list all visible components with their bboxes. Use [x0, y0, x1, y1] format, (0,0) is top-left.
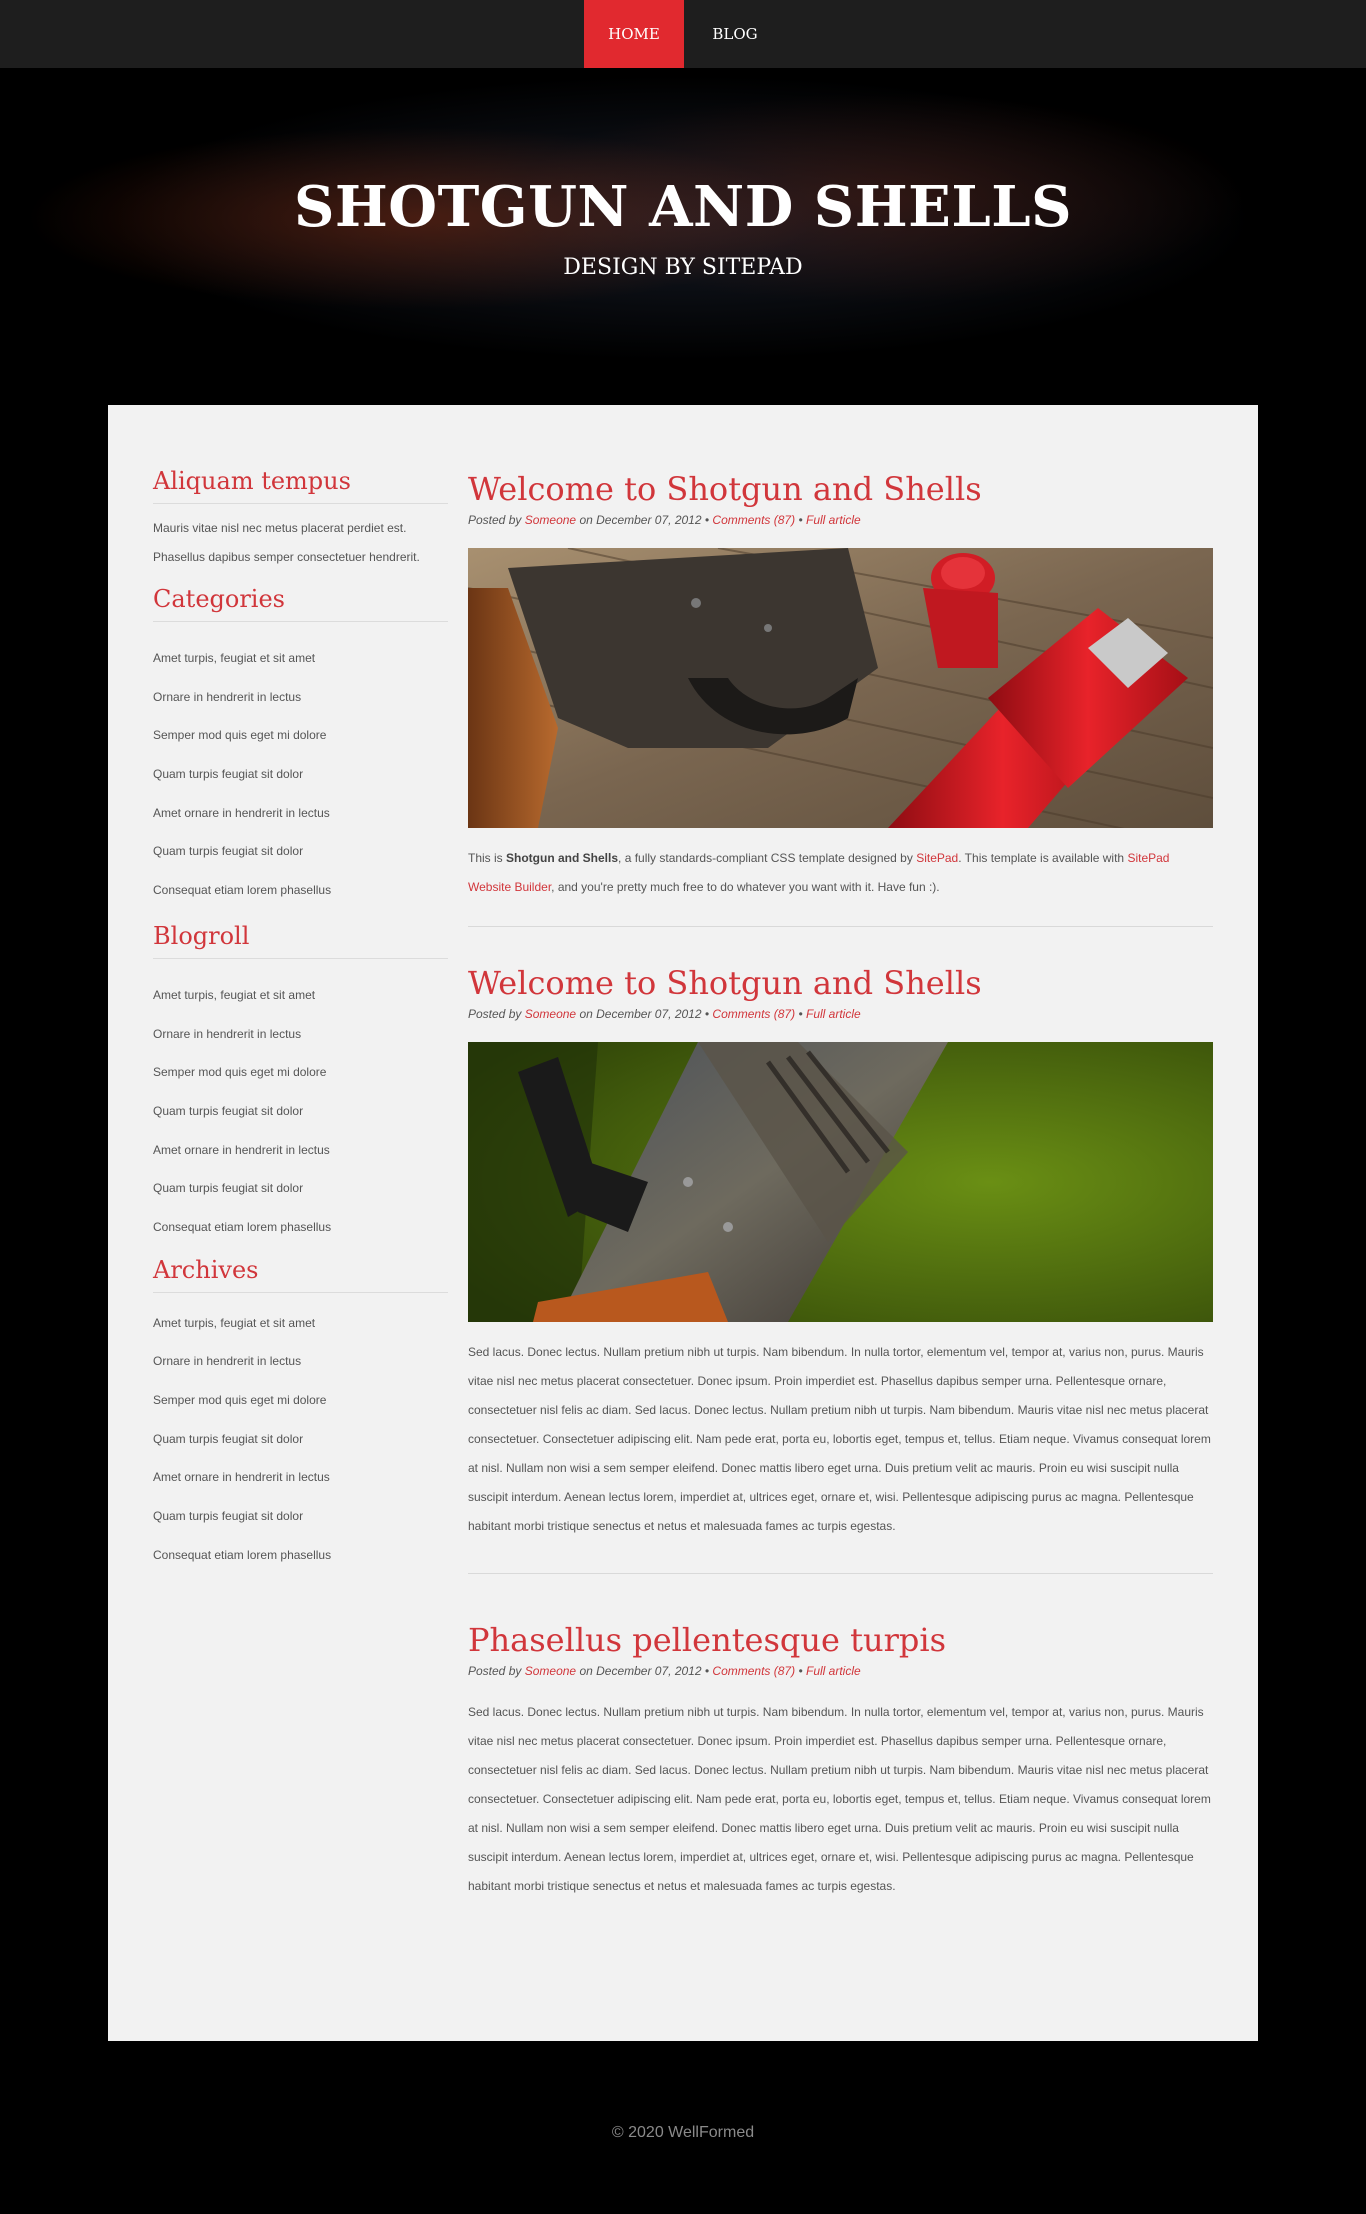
blogroll-link[interactable]: Amet turpis, feugiat et sit amet — [153, 987, 316, 1002]
post-title[interactable]: Welcome to Shotgun and Shells — [468, 964, 982, 1002]
author-link[interactable]: Someone — [524, 1007, 577, 1021]
nav-home-link[interactable]: HOME — [584, 0, 684, 68]
archives-list — [153, 1315, 448, 1586]
post — [468, 467, 1213, 927]
list-item — [153, 650, 448, 689]
list-item — [153, 1064, 448, 1103]
archive-link[interactable]: Ornare in hendrerit in lectus — [153, 1354, 302, 1369]
categories-heading: Categories — [153, 585, 448, 622]
post-divider — [468, 926, 1213, 927]
list-item — [153, 1315, 448, 1354]
list-item — [153, 1547, 448, 1586]
archives-heading: Archives — [153, 1256, 448, 1293]
list-item — [153, 1353, 448, 1392]
list-item — [153, 1508, 448, 1547]
post-divider — [468, 1573, 1213, 1574]
full-article-link[interactable]: Full article — [805, 1664, 861, 1678]
category-link[interactable]: Quam turpis feugiat sit dolor — [153, 767, 304, 782]
comments-link[interactable]: Comments (87) — [712, 1007, 796, 1021]
shotgun-receiver-image — [468, 1042, 1213, 1322]
footer-copyright: © 2020 WellFormed — [611, 2124, 755, 2141]
list-item — [153, 1469, 448, 1508]
blogroll-link[interactable]: Amet ornare in hendrerit in lectus — [153, 1142, 330, 1157]
full-article-link[interactable]: Full article — [805, 1007, 861, 1021]
author-link[interactable]: Someone — [524, 1664, 577, 1678]
site-subtitle: DESIGN BY SITEPAD — [563, 255, 803, 280]
post-meta: Posted by Someone on December 07, 2012 • Comments (87) • Full article — [468, 513, 861, 527]
category-link[interactable]: Consequat etiam lorem phasellus — [153, 883, 332, 898]
archive-link[interactable]: Semper mod quis eget mi dolore — [153, 1393, 327, 1407]
list-item — [153, 766, 448, 805]
post-list — [468, 467, 1213, 1901]
list-item — [153, 1431, 448, 1470]
author-link[interactable]: Someone — [524, 513, 577, 527]
list-item — [153, 1180, 448, 1219]
archive-link[interactable]: Consequat etiam lorem phasellus — [153, 1547, 332, 1562]
list-item — [153, 1142, 448, 1181]
list-item — [153, 1103, 448, 1142]
blogroll-link[interactable]: Semper mod quis eget mi dolore — [153, 1065, 327, 1080]
list-item — [153, 689, 448, 728]
category-link[interactable]: Semper mod quis eget mi dolore — [153, 728, 327, 743]
post-title[interactable]: Welcome to Shotgun and Shells — [468, 470, 982, 508]
post-body: Sed lacus. Donec lectus. Nullam pretium nibh ut turpis. Nam bibendum. In nulla tortor, elementum vel, tempor at, varius non, purus. Mauris vitae nisl nec metus placerat consectetuer. Donec ipsum. Proin imperdiet est. Phasellus dapibus semper urna. Pellentesque ornare, consectetuer nisl felis ac diam. Sed lacus. Donec lectus. Nullam pretium nibh ut turpis. Nam bibendum. Mauris vitae nisl nec metus placerat consectetuer. Consectetuer adipiscing elit. Nam pede erat, porta eu, lobortis eget, tempus et, tellus. Etiam neque. Vivamus consequat lorem at nisl. Nullam non wisi a sem semper eleifend. Donec mattis libero eget urna. Duis pretium velit ac mauris. Proin eu wisi suscipit nulla suscipit interdum. Aenean lectus lorem, imperdiet at, ultrices eget, ornare et, wisi. Pellentesque adipiscing purus ac magna. Pellentesque habitant morbi tristique senectus et netus et malesuada fames ac turpis egestas. — [468, 1705, 1211, 1893]
list-item — [153, 1026, 448, 1065]
list-item — [153, 805, 448, 844]
top-nav — [0, 0, 1366, 69]
blogroll-link[interactable]: Quam turpis feugiat sit dolor — [153, 1103, 304, 1118]
category-link[interactable]: Amet turpis, feugiat et sit amet — [153, 651, 316, 665]
sitepad-link[interactable]: SitePad — [916, 851, 959, 865]
category-link[interactable]: Amet ornare in hendrerit in lectus — [153, 805, 330, 820]
blogroll-link[interactable]: Quam turpis feugiat sit dolor — [153, 1181, 304, 1196]
list-item — [153, 727, 448, 766]
site-title: SHOTGUN AND SHELLS — [293, 174, 1073, 240]
shotgun-shells-image — [468, 548, 1213, 828]
sidebar — [153, 467, 448, 1585]
post-meta: Posted by Someone on December 07, 2012 • Comments (87) • Full article — [468, 1664, 861, 1678]
blogroll-link[interactable]: Consequat etiam lorem phasellus — [153, 1219, 332, 1234]
post — [468, 1618, 1213, 1901]
about-heading: Aliquam tempus — [153, 467, 448, 504]
list-item — [153, 843, 448, 882]
category-link[interactable]: Ornare in hendrerit in lectus — [153, 689, 302, 704]
categories-list — [153, 650, 448, 921]
post — [468, 961, 1213, 1574]
comments-link[interactable]: Comments (87) — [712, 513, 796, 527]
comments-link[interactable]: Comments (87) — [712, 1664, 796, 1678]
list-item — [153, 1392, 448, 1431]
category-link[interactable]: Quam turpis feugiat sit dolor — [153, 844, 304, 859]
nav-blog-link[interactable]: BLOG — [712, 25, 758, 43]
post-body: This is Shotgun and Shells, a fully standards-compliant CSS template designed by SitePad. This template is available with SitePad Website Builder, and you're pretty much free to do whatever you want with it. Have fun :). — [468, 851, 1170, 894]
list-item — [153, 987, 448, 1026]
archive-link[interactable]: Amet ornare in hendrerit in lectus — [153, 1470, 330, 1485]
post-title[interactable]: Phasellus pellentesque turpis — [468, 1621, 947, 1659]
archive-link[interactable]: Quam turpis feugiat sit dolor — [153, 1509, 304, 1524]
main-panel — [108, 405, 1258, 2041]
sitepad-builder-link[interactable]: SitePad Website Builder — [468, 851, 1170, 894]
blogroll-link[interactable]: Ornare in hendrerit in lectus — [153, 1026, 302, 1041]
post-body: Sed lacus. Donec lectus. Nullam pretium nibh ut turpis. Nam bibendum. In nulla tortor, elementum vel, tempor at, varius non, purus. Mauris vitae nisl nec metus placerat consectetuer. Donec ipsum. Proin imperdiet est. Phasellus dapibus semper urna. Pellentesque ornare, consectetuer nisl felis ac diam. Sed lacus. Donec lectus. Nullam pretium nibh ut turpis. Nam bibendum. Mauris vitae nisl nec metus placerat consectetuer. Consectetuer adipiscing elit. Nam pede erat, porta eu, lobortis eget, tempus et, tellus. Etiam neque. Vivamus consequat lorem at nisl. Nullam non wisi a sem semper eleifend. Donec mattis libero eget urna. Duis pretium velit ac mauris. Proin eu wisi suscipit nulla suscipit interdum. Aenean lectus lorem, imperdiet at, ultrices eget, ornare et, wisi. Pellentesque adipiscing purus ac magna. Pellentesque habitant morbi tristique senectus et netus et malesuada fames ac turpis egestas. — [468, 1345, 1211, 1533]
blogroll-list — [153, 987, 448, 1258]
archive-link[interactable]: Quam turpis feugiat sit dolor — [153, 1431, 304, 1446]
list-item — [153, 1219, 448, 1258]
full-article-link[interactable]: Full article — [805, 513, 861, 527]
post-meta: Posted by Someone on December 07, 2012 • Comments (87) • Full article — [468, 1007, 861, 1021]
header-banner — [0, 68, 1366, 405]
blogroll-heading: Blogroll — [153, 922, 448, 959]
list-item — [153, 882, 448, 921]
archive-link[interactable]: Amet turpis, feugiat et sit amet — [153, 1315, 316, 1330]
about-text: Mauris vitae nisl nec metus placerat perdiet est. Phasellus dapibus semper consectetuer hendrerit. — [153, 521, 420, 564]
